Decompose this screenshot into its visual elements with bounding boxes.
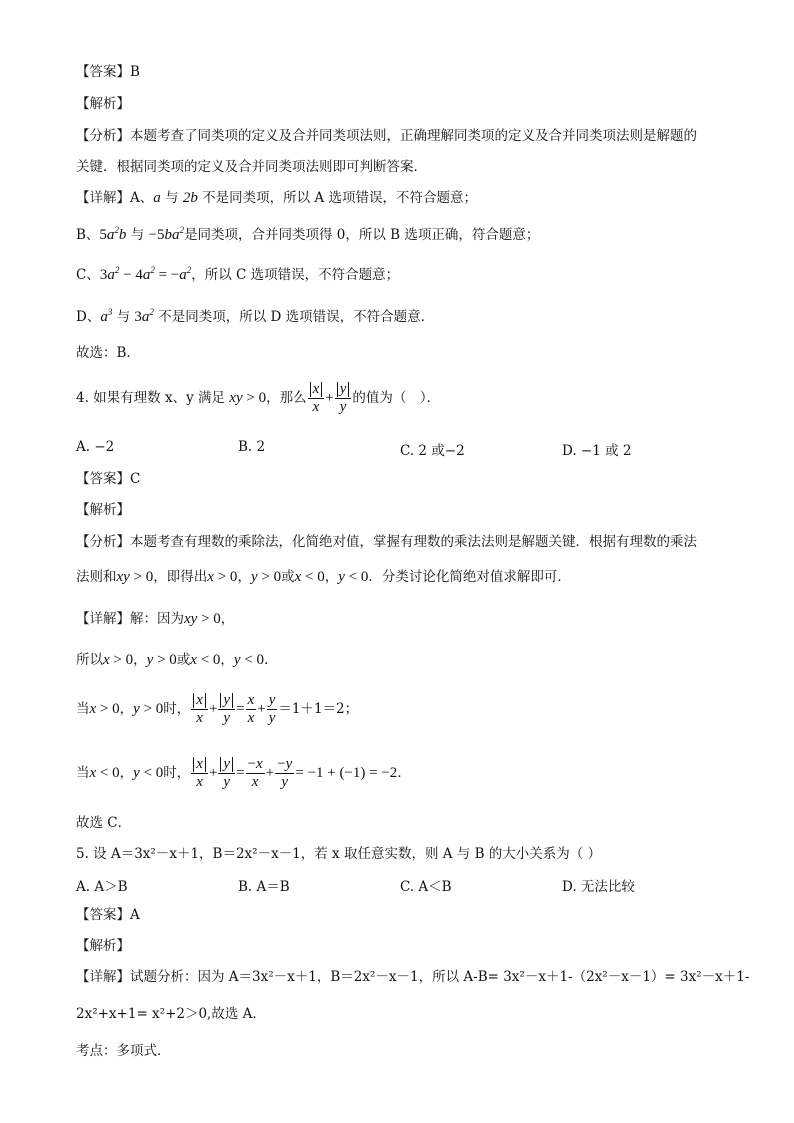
q3-detail-c — [76, 266, 399, 284]
q5-detail-2: 2x²+x+1= x²+2＞0,故选 A． — [76, 1006, 266, 1022]
q4-case1-result: ＝1＋1＝2； — [278, 701, 359, 717]
q4-detail-2-or: 或 — [176, 652, 191, 668]
q4-stem-prefix: 4. 如果有理数 x、y 满足 — [76, 390, 225, 406]
q5-option-b: B. A＝B — [238, 879, 290, 895]
q4-detail-1-suffix: ， — [220, 611, 235, 627]
q5-option-c: C. A＜B — [400, 879, 452, 895]
q4-case2-prefix: 当 — [76, 765, 90, 781]
q4-detail-2: 所以x > 0，y > 0或x < 0，y < 0． — [76, 652, 278, 668]
q4-stem-expression: $\frac{x}{x}$ + $\frac{y}{y}$ — [307, 390, 353, 406]
q4-case1-prefix: 当 — [76, 701, 90, 717]
q4-case2-cond: x < 0 — [89, 765, 120, 781]
q3-detail-b-prefix: B、 — [76, 227, 100, 243]
q4-stem-condition: xy > 0 — [229, 390, 267, 406]
q4-case-2: 当x < 0，y < 0时， $\frac{x}{x}$ + $\frac{y}{y}$ = $\frac{-x}{x}$ + $\frac{-y}{y}$ = −1 + (−1) = −2． — [76, 756, 411, 791]
q4-case2-cond-2: y < 0 — [133, 765, 164, 781]
q3-detail-b-suffix: 是同类项，合并同类项得 0，所以 B 选项正确，符合题意； — [183, 227, 540, 243]
q3-fenxi-line-2: 关键．根据同类项的定义及合并同类项法则即可判断答案． — [76, 159, 427, 175]
q3-fenxi-text-1: 本题考查了同类项的定义及合并同类项法则，正确理解同类项的定义及合并同类项法则是解题的 — [130, 128, 697, 144]
detail-tag: 【详解】 — [76, 611, 130, 627]
q3-detail-d-prefix: D、 — [76, 309, 101, 325]
q3-conclusion: 故选：B． — [76, 345, 140, 361]
q4-detail-2-math-4: y < 0 — [233, 652, 265, 668]
q4-case1-expression: $\frac{x}{x}$ + $\frac{y}{y}$ = $\frac{x}{x}$ + $\frac{y}{y}$ — [190, 701, 278, 717]
q4-conclusion: 故选 C． — [76, 815, 132, 831]
q3-detail-c-suffix: ，所以 C 选项错误，不符合题意； — [191, 267, 400, 283]
q3-detail-c-math: $3a^2 - 4a^2 = -a^2$ — [99, 265, 192, 283]
q3-detail-b: B、$5a^2b$ 与 $-5ba^2$是同类项，合并同类项得 0，所以 B 选项正确，符合题意； — [76, 225, 540, 243]
q4-fenxi-2-math-4: x < 0 — [294, 569, 325, 585]
answer-tag: 【答案】 — [76, 471, 130, 487]
q4-fenxi-2-prefix: 法则和 — [76, 569, 117, 585]
q4-detail-1 — [76, 610, 234, 628]
q3-detail-b-math-2: $-5ba^2$ — [148, 225, 184, 243]
q4-case1-when: 时， — [163, 701, 191, 717]
q4-detail-1-math: xy > 0 — [184, 611, 221, 627]
q4-fenxi-2-or: 或 — [281, 569, 295, 585]
q4-detail-2-math: x > 0 — [103, 652, 134, 668]
q4-stem-suffix: 的值为（ ）． — [352, 390, 441, 406]
q3-detail-a-suffix: 不是同类项，所以 A 选项错误，不符合题意； — [202, 190, 477, 206]
q4-detail-2-math-2: y > 0 — [146, 652, 177, 668]
q5-detail-1-text: 试题分析：因为 A＝3x²－x＋1，B＝2x²－x－1，所以 A-B= 3x²－x＋1-（2x²－x－1）= 3x²－x＋1- — [130, 969, 750, 985]
q4-case2-result: ． — [397, 765, 411, 781]
q3-detail-c-prefix: C、 — [76, 267, 100, 283]
q5-analysis-tag: 【解析】 — [76, 938, 130, 954]
q4-analysis-tag: 【解析】 — [76, 502, 130, 518]
answer-tag: 【答案】 — [76, 907, 130, 923]
q4-answer-line — [76, 470, 140, 488]
q3-detail-a-math: a — [153, 190, 161, 206]
q3-fenxi-line-1 — [76, 127, 697, 145]
q4-option-d: D. −1 或 2 — [562, 443, 632, 459]
q4-detail-2-math-3: x < 0 — [190, 652, 221, 668]
q4-case2-when: 时， — [163, 765, 191, 781]
q4-case1-cond: x > 0 — [89, 701, 120, 717]
q3-detail-d-math-2: $3a^2$ — [134, 307, 154, 325]
fenxi-tag: 【分析】 — [76, 534, 130, 550]
detail-tag: 【详解】 — [76, 969, 130, 985]
q5-stem: 5. 设 A＝3x²－x＋1，B＝2x²－x－1，若 x 取任意实数，则 A 与 B 的大小关系为（ ） — [76, 846, 602, 862]
q3-answer-line — [76, 63, 140, 81]
q3-detail-a-math-2: 2b — [182, 190, 198, 206]
q3-answer-value: B — [130, 64, 140, 80]
q4-option-c: C. 2 或−2 — [400, 443, 465, 459]
q4-option-b: B. 2 — [238, 439, 266, 455]
q4-fenxi-2-math-5: y < 0 — [338, 569, 369, 585]
q5-option-a: A. A＞B — [76, 879, 128, 895]
q3-detail-b-math: $5a^2b$ — [99, 225, 127, 243]
q5-answer-value: A — [130, 907, 140, 923]
q5-answer-line — [76, 906, 140, 924]
q4-option-a: A. −2 — [76, 439, 115, 455]
q4-fenxi-line-2: 法则和xy > 0，即得出x > 0，y > 0或x < 0，y < 0．分类讨论化简绝对值求解即可． — [76, 569, 571, 585]
q3-detail-d-suffix: 不是同类项，所以 D 选项错误，不符合题意． — [158, 309, 435, 325]
q4-fenxi-2-math-2: x > 0 — [207, 569, 238, 585]
q4-fenxi-text-1: 本题考查有理数的乘除法，化简绝对值，掌握有理数的乘法法则是解题关键．根据有理数的乘法 — [130, 534, 697, 550]
q5-detail-1 — [76, 968, 749, 986]
q4-case1-cond-2: y > 0 — [133, 701, 164, 717]
q3-detail-a-prefix: A、 — [130, 190, 154, 206]
q5-kaodian: 考点：多项式． — [76, 1043, 171, 1059]
fenxi-tag: 【分析】 — [76, 128, 130, 144]
detail-tag: 【详解】 — [76, 190, 130, 206]
q4-fenxi-2-math: xy > 0 — [116, 569, 154, 585]
q4-fenxi-2-suffix: ．分类讨论化简绝对值求解即可． — [368, 569, 571, 585]
q3-detail-d-math: $a^3$ — [100, 307, 113, 325]
q3-detail-d: D、$a^3$ 与 $3a^2$ 不是同类项，所以 D 选项错误，不符合题意． — [76, 307, 435, 325]
q4-stem-mid: ，那么 — [266, 390, 307, 406]
q4-answer-value: C — [130, 471, 141, 487]
q4-stem — [76, 377, 440, 419]
q4-case2-expression: $\frac{x}{x}$ + $\frac{y}{y}$ = $\frac{-x}{x}$ + $\frac{-y}{y}$ = −1 + (−1) = −2 — [190, 765, 397, 781]
q3-detail-a: 【详解】A、a 与 2b 不是同类项，所以 A 选项错误，不符合题意； — [76, 190, 477, 206]
q4-case-1: 当x > 0，y > 0时， $\frac{x}{x}$ + $\frac{y}{y}$ = $\frac{x}{x}$ + $\frac{y}{y}$ ＝1＋1＝2； — [76, 692, 359, 727]
q4-detail-2-suffix: ． — [264, 652, 278, 668]
q3-analysis-tag: 【解析】 — [76, 96, 130, 112]
q4-fenxi-line-1 — [76, 533, 697, 551]
q4-fenxi-2-math-3: y > 0 — [250, 569, 282, 585]
q4-detail-1-prefix: 解：因为 — [130, 611, 184, 627]
q5-option-d: D. 无法比较 — [562, 879, 635, 895]
q4-fenxi-2-mid: ，即得出 — [153, 569, 208, 585]
q4-detail-2-prefix: 所以 — [76, 652, 103, 668]
answer-tag: 【答案】 — [76, 64, 130, 80]
